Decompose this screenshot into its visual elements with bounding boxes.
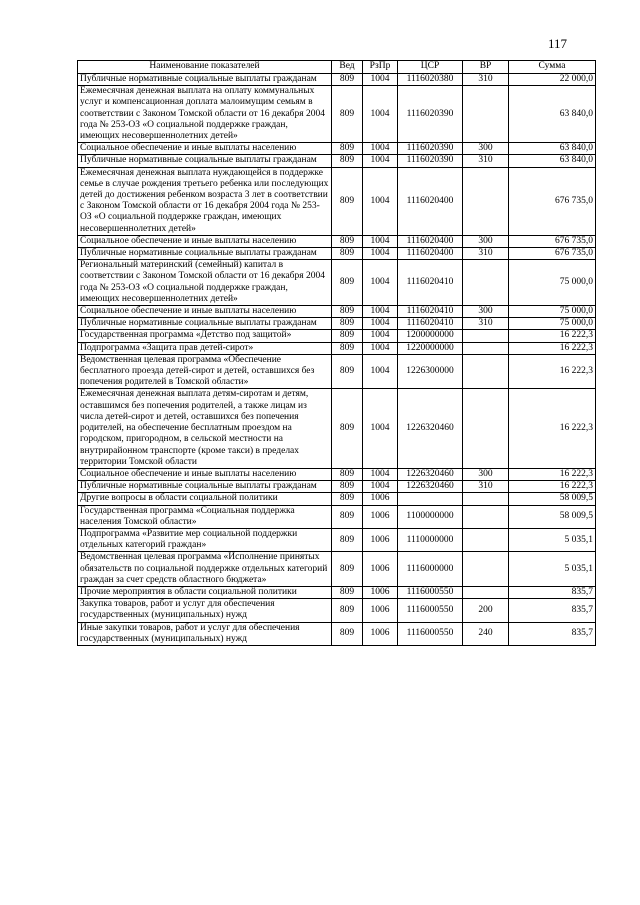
cell-name: Прочие мероприятия в области социальной политики	[78, 586, 332, 598]
cell-ved: 809	[332, 318, 363, 330]
cell-csr: 1100000000	[398, 505, 463, 528]
table-row	[78, 586, 596, 598]
cell-csr: 1220000000	[398, 342, 463, 354]
cell-csr: 1116000550	[398, 599, 463, 622]
cell-vr	[463, 167, 509, 235]
cell-ved: 809	[332, 86, 363, 143]
table-row	[78, 306, 596, 318]
cell-vr: 240	[463, 622, 509, 645]
cell-name: Социальное обеспечение и иные выплаты населению	[78, 235, 332, 247]
cell-sum: 16 222,3	[509, 389, 596, 468]
cell-name: Публичные нормативные социальные выплаты гражданам	[78, 248, 332, 260]
cell-csr: 1200000000	[398, 330, 463, 342]
cell-ved: 809	[332, 493, 363, 505]
cell-sum: 835,7	[509, 586, 596, 598]
cell-name: Ведомственная целевая программа «Обеспечение бесплатного проезда детей-сирот и детей, оставшихся без попечения родителей в Томской области»	[78, 354, 332, 389]
cell-sum: 75 000,0	[509, 260, 596, 306]
cell-rzpr: 1004	[363, 260, 398, 306]
table-row	[78, 493, 596, 505]
table-row	[78, 143, 596, 155]
cell-sum: 16 222,3	[509, 330, 596, 342]
cell-name: Подпрограмма «Защита прав детей-сирот»	[78, 342, 332, 354]
cell-name: Публичные нормативные социальные выплаты гражданам	[78, 481, 332, 493]
table-row	[78, 318, 596, 330]
cell-sum: 5 035,1	[509, 552, 596, 587]
cell-sum: 835,7	[509, 622, 596, 645]
cell-rzpr: 1004	[363, 143, 398, 155]
table-body	[78, 74, 596, 646]
cell-vr	[463, 260, 509, 306]
cell-rzpr: 1004	[363, 468, 398, 480]
cell-name: Ведомственная целевая программа «Исполнение принятых обязательств по социальной поддержке отдельных категорий граждан за счет средств областного бюджета»	[78, 552, 332, 587]
cell-sum: 676 735,0	[509, 248, 596, 260]
table-row	[78, 622, 596, 645]
header-vr: ВР	[463, 61, 509, 74]
cell-vr: 310	[463, 155, 509, 167]
cell-rzpr: 1004	[363, 74, 398, 86]
cell-ved: 809	[332, 155, 363, 167]
table-row	[78, 74, 596, 86]
cell-sum: 835,7	[509, 599, 596, 622]
cell-rzpr: 1006	[363, 599, 398, 622]
cell-vr	[463, 528, 509, 551]
cell-vr	[463, 493, 509, 505]
header-sum: Сумма	[509, 61, 596, 74]
cell-sum: 63 840,0	[509, 86, 596, 143]
cell-sum: 16 222,3	[509, 342, 596, 354]
cell-sum: 63 840,0	[509, 155, 596, 167]
table-row	[78, 468, 596, 480]
cell-ved: 809	[332, 528, 363, 551]
table-row	[78, 552, 596, 587]
cell-name: Ежемесячная денежная выплата нуждающейся в поддержке семье в случае рождения третьего ребенка или последующих детей до достижения ребенком возраста 3 лет в соответствии с Законом Томской области от 16 декабря 2004 года № 253-ОЗ «О социальной поддержке граждан, имеющих несовершеннолетних детей»	[78, 167, 332, 235]
cell-rzpr: 1004	[363, 389, 398, 468]
table-row	[78, 528, 596, 551]
cell-rzpr: 1006	[363, 528, 398, 551]
cell-name: Региональный материнский (семейный) капитал в соответствии с Законом Томской области от 16 декабря 2004 года № 253-ОЗ «О социальной поддержке граждан, имеющих несовершеннолетних детей»	[78, 260, 332, 306]
cell-csr	[398, 493, 463, 505]
cell-ved: 809	[332, 586, 363, 598]
cell-csr: 1116000550	[398, 586, 463, 598]
cell-name: Государственная программа «Социальная поддержка населения Томской области»	[78, 505, 332, 528]
cell-ved: 809	[332, 143, 363, 155]
header-ved: Вед	[332, 61, 363, 74]
cell-csr: 1116020410	[398, 260, 463, 306]
cell-rzpr: 1004	[363, 167, 398, 235]
cell-ved: 809	[332, 468, 363, 480]
cell-ved: 809	[332, 481, 363, 493]
cell-rzpr: 1004	[363, 248, 398, 260]
cell-sum: 75 000,0	[509, 318, 596, 330]
cell-vr	[463, 586, 509, 598]
cell-vr	[463, 389, 509, 468]
cell-csr: 1226300000	[398, 354, 463, 389]
cell-name: Иные закупки товаров, работ и услуг для обеспечения государственных (муниципальных) нужд	[78, 622, 332, 645]
cell-vr	[463, 342, 509, 354]
cell-ved: 809	[332, 389, 363, 468]
cell-name: Закупка товаров, работ и услуг для обеспечения государственных (муниципальных) нужд	[78, 599, 332, 622]
cell-ved: 809	[332, 342, 363, 354]
cell-ved: 809	[332, 330, 363, 342]
header-rzpr: РзПр	[363, 61, 398, 74]
cell-name: Публичные нормативные социальные выплаты гражданам	[78, 155, 332, 167]
table-header-row	[78, 61, 596, 74]
cell-csr: 1116020400	[398, 248, 463, 260]
cell-ved: 809	[332, 306, 363, 318]
cell-sum: 16 222,3	[509, 481, 596, 493]
cell-ved: 809	[332, 74, 363, 86]
cell-sum: 58 009,5	[509, 505, 596, 528]
table-row	[78, 599, 596, 622]
cell-rzpr: 1004	[363, 318, 398, 330]
cell-name: Другие вопросы в области социальной политики	[78, 493, 332, 505]
cell-csr: 1116020380	[398, 74, 463, 86]
cell-name: Социальное обеспечение и иные выплаты населению	[78, 306, 332, 318]
table-row	[78, 389, 596, 468]
header-name: Наименование показателей	[78, 61, 332, 74]
cell-vr	[463, 86, 509, 143]
cell-vr: 310	[463, 481, 509, 493]
cell-csr: 1116000550	[398, 622, 463, 645]
table-row	[78, 248, 596, 260]
cell-ved: 809	[332, 622, 363, 645]
cell-rzpr: 1004	[363, 155, 398, 167]
cell-ved: 809	[332, 248, 363, 260]
cell-sum: 676 735,0	[509, 235, 596, 247]
cell-ved: 809	[332, 599, 363, 622]
cell-vr: 300	[463, 306, 509, 318]
cell-sum: 58 009,5	[509, 493, 596, 505]
table-row	[78, 354, 596, 389]
cell-rzpr: 1004	[363, 342, 398, 354]
cell-name: Социальное обеспечение и иные выплаты населению	[78, 468, 332, 480]
cell-vr: 300	[463, 143, 509, 155]
cell-csr: 1226320460	[398, 389, 463, 468]
page-number: 117	[548, 36, 568, 51]
cell-sum: 5 035,1	[509, 528, 596, 551]
cell-name: Публичные нормативные социальные выплаты гражданам	[78, 74, 332, 86]
cell-rzpr: 1006	[363, 505, 398, 528]
cell-vr	[463, 552, 509, 587]
budget-table	[77, 60, 596, 646]
table-row	[78, 155, 596, 167]
cell-vr: 200	[463, 599, 509, 622]
cell-rzpr: 1004	[363, 86, 398, 143]
cell-csr: 1116020400	[398, 167, 463, 235]
cell-sum: 16 222,3	[509, 354, 596, 389]
cell-csr: 1116020390	[398, 86, 463, 143]
cell-vr: 300	[463, 235, 509, 247]
cell-vr: 300	[463, 468, 509, 480]
cell-vr	[463, 505, 509, 528]
cell-sum: 22 000,0	[509, 74, 596, 86]
cell-sum: 63 840,0	[509, 143, 596, 155]
cell-name: Публичные нормативные социальные выплаты гражданам	[78, 318, 332, 330]
cell-rzpr: 1004	[363, 235, 398, 247]
cell-rzpr: 1004	[363, 481, 398, 493]
cell-name: Ежемесячная денежная выплата на оплату коммунальных услуг и компенсационная доплата малоимущим семьям в соответствии с Законом Томской области от 16 декабря 2004 года № 253-ОЗ «О социальной поддержке граждан, имеющих несовершеннолетних детей»	[78, 86, 332, 143]
cell-ved: 809	[332, 552, 363, 587]
table-row	[78, 342, 596, 354]
cell-ved: 809	[332, 505, 363, 528]
header-csr: ЦСР	[398, 61, 463, 74]
cell-vr	[463, 330, 509, 342]
cell-csr: 1226320460	[398, 481, 463, 493]
cell-csr: 1116020390	[398, 155, 463, 167]
table-row	[78, 86, 596, 143]
cell-csr: 1116020410	[398, 306, 463, 318]
table-row	[78, 481, 596, 493]
cell-ved: 809	[332, 167, 363, 235]
cell-csr: 1116020410	[398, 318, 463, 330]
cell-csr: 1110000000	[398, 528, 463, 551]
cell-rzpr: 1006	[363, 586, 398, 598]
table-row	[78, 260, 596, 306]
cell-csr: 1226320460	[398, 468, 463, 480]
cell-name: Социальное обеспечение и иные выплаты населению	[78, 143, 332, 155]
cell-sum: 676 735,0	[509, 167, 596, 235]
table-row	[78, 235, 596, 247]
cell-vr: 310	[463, 248, 509, 260]
cell-vr	[463, 354, 509, 389]
table-row	[78, 505, 596, 528]
cell-ved: 809	[332, 354, 363, 389]
cell-csr: 1116020390	[398, 143, 463, 155]
cell-csr: 1116020400	[398, 235, 463, 247]
cell-sum: 75 000,0	[509, 306, 596, 318]
cell-rzpr: 1004	[363, 354, 398, 389]
cell-vr: 310	[463, 74, 509, 86]
cell-name: Государственная программа «Детство под защитой»	[78, 330, 332, 342]
cell-name: Ежемесячная денежная выплата детям-сиротам и детям, оставшимся без попечения родителей, а также лицам из числа детей-сирот и детей, оставшихся без попечения родителей, на обеспечение бесплатным проездом на городском, пригородном, в сельской местности на внутрирайонном транспорте (кроме такси) в пределах территории Томской области	[78, 389, 332, 468]
cell-ved: 809	[332, 235, 363, 247]
cell-ved: 809	[332, 260, 363, 306]
cell-rzpr: 1004	[363, 306, 398, 318]
cell-sum: 16 222,3	[509, 468, 596, 480]
cell-rzpr: 1004	[363, 330, 398, 342]
table-row	[78, 167, 596, 235]
cell-rzpr: 1006	[363, 622, 398, 645]
cell-csr: 1116000000	[398, 552, 463, 587]
cell-name: Подпрограмма «Развитие мер социальной поддержки отдельных категорий граждан»	[78, 528, 332, 551]
cell-rzpr: 1006	[363, 552, 398, 587]
cell-vr: 310	[463, 318, 509, 330]
cell-rzpr: 1006	[363, 493, 398, 505]
table-row	[78, 330, 596, 342]
